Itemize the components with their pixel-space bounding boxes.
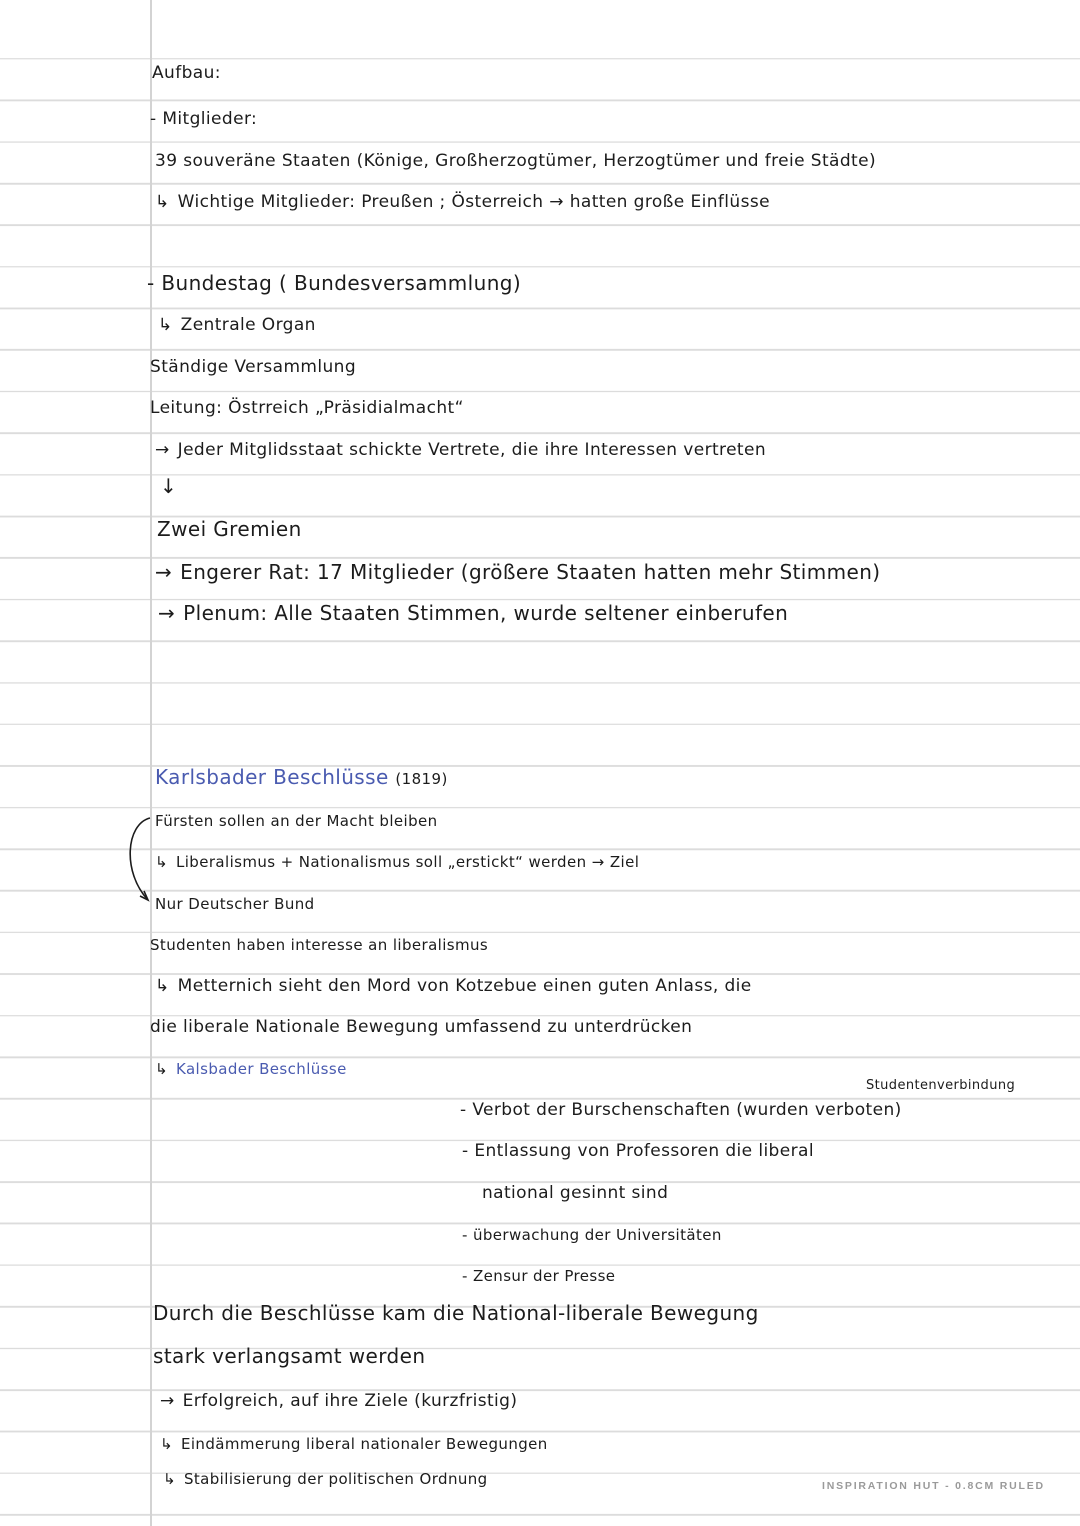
line-verlangsamt: stark verlangsamt werden — [153, 1344, 426, 1368]
line-unterdruecken: die liberale Nationale Bewegung umfassend zu unterdrücken — [150, 1017, 693, 1037]
line-metternich: ↳ Metternich sieht den Mord von Kotzebue einen guten Anlass, die — [155, 976, 752, 996]
line-organ: ↳ Zentrale Organ — [158, 315, 316, 335]
line-mitglieder: - Mitglieder: — [150, 109, 258, 129]
line-studenten: Studenten haben interesse an liberalismus — [150, 936, 489, 954]
line-fuersten: Fürsten sollen an der Macht bleiben — [155, 812, 438, 830]
line-erfolgreich: → Erfolgreich, auf ihre Ziele (kurzfristig) — [160, 1391, 518, 1411]
bullet-zensur: - Zensur der Presse — [462, 1267, 616, 1285]
arrow-right-icon: → — [158, 601, 176, 625]
section-title: Karlsbader Beschlüsse (1819) — [155, 765, 448, 789]
hook-arrow-icon: ↳ — [155, 853, 168, 871]
line-kalsbader: ↳ Kalsbader Beschlüsse — [155, 1060, 347, 1078]
arrow-right-icon: → — [155, 560, 173, 584]
bullet-verbot: - Verbot der Burschenschaften (wurden verboten) — [460, 1100, 902, 1120]
arrow-right-icon: → — [160, 1391, 175, 1411]
line-engerer-rat: → Engerer Rat: 17 Mitglieder (größere Staaten hatten mehr Stimmen) — [155, 560, 881, 584]
heading-aufbau: Aufbau: — [152, 63, 221, 83]
bullet-entlassung-cont: national gesinnt sind — [482, 1183, 669, 1203]
line-leitung: Leitung: Östrreich „Präsidialmacht“ — [150, 398, 464, 418]
line-eindaemmerung: ↳ Eindämmerung liberal nationaler Bewegungen — [160, 1435, 548, 1453]
note-studentenverbindung: Studentenverbindung — [866, 1078, 1016, 1093]
bullet-ueberwachung: - überwachung der Universitäten — [462, 1226, 722, 1244]
hook-arrow-icon: ↳ — [155, 192, 170, 212]
curved-arrow-icon — [118, 812, 158, 908]
line-deutscher-bund: Nur Deutscher Bund — [155, 895, 315, 913]
hook-arrow-icon: ↳ — [158, 315, 173, 335]
hook-arrow-icon: ↳ — [160, 1435, 173, 1453]
hook-arrow-icon: ↳ — [155, 976, 170, 996]
bullet-entlassung: - Entlassung von Professoren die liberal — [462, 1141, 814, 1161]
hook-arrow-icon: ↳ — [163, 1470, 176, 1488]
line-durch: Durch die Beschlüsse kam die National-liberale Bewegung — [153, 1301, 759, 1325]
line-bundestag: - Bundestag ( Bundesversammlung) — [147, 271, 522, 295]
line-staaten: 39 souveräne Staaten (Könige, Großherzogtümer, Herzogtümer und freie Städte) — [155, 151, 877, 171]
footer-brand: INSPIRATION HUT - 0.8CM RULED — [822, 1480, 1045, 1492]
line-wichtige: ↳ Wichtige Mitglieder: Preußen ; Österreich → hatten große Einflüsse — [155, 192, 770, 212]
margin-line — [150, 0, 152, 1526]
line-liberalismus: ↳ Liberalismus + Nationalismus soll „erstickt“ werden → Ziel — [155, 853, 640, 871]
line-jeder: → Jeder Mitglidsstaat schickte Vertrete, die ihre Interessen vertreten — [155, 440, 767, 460]
line-plenum: → Plenum: Alle Staaten Stimmen, wurde seltener einberufen — [158, 601, 789, 625]
down-arrow-icon: ↓ — [160, 474, 178, 498]
line-gremien: Zwei Gremien — [157, 517, 302, 541]
hook-arrow-icon: ↳ — [155, 1060, 168, 1078]
arrow-right-icon: → — [155, 440, 170, 460]
line-stabilisierung: ↳ Stabilisierung der politischen Ordnung — [163, 1470, 488, 1488]
line-staendige: Ständige Versammlung — [150, 357, 357, 377]
